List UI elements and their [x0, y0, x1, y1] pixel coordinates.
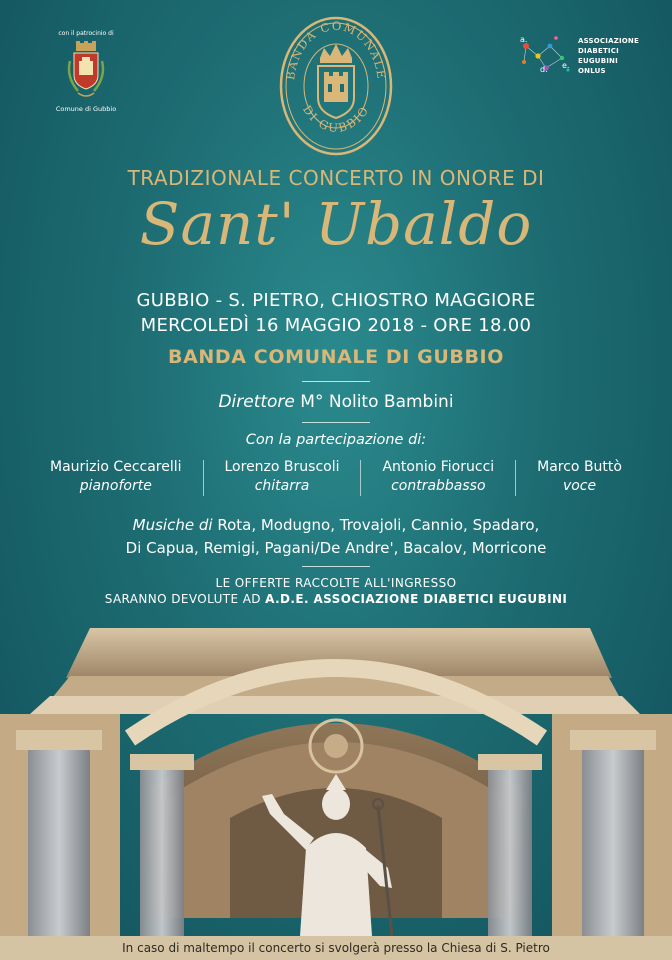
- offer-prefix: SARANNO DEVOLUTE AD: [104, 592, 261, 606]
- band-seal-icon: [276, 14, 396, 158]
- music-composers-1: Rota, Modugno, Trovajoli, Cannio, Spadaro,: [217, 516, 540, 534]
- performer: [531, 458, 628, 496]
- participation-label: Con la partecipazione di:: [245, 432, 427, 448]
- event-datetime: MERCOLEDÌ 16 MAGGIO 2018 - ORE 18.00: [140, 315, 532, 336]
- assoc-letter-d: d.: [540, 65, 548, 74]
- music-line-1: [0, 516, 672, 534]
- assoc-line: ONLUS: [578, 67, 606, 75]
- performer-role: voce: [562, 478, 597, 494]
- music-label: Musiche di: [132, 516, 213, 534]
- director-name: M° Nolito Bambini: [300, 392, 454, 412]
- town-crest-icon: [64, 41, 108, 103]
- offer-beneficiary: A.D.E. ASSOCIAZIONE DIABETICI EUGUBINI: [265, 592, 568, 606]
- assoc-line: DIABETICI: [578, 47, 619, 55]
- divider: [302, 422, 370, 423]
- seal-text-bottom: DI GUBBIO: [299, 102, 373, 136]
- performer: [219, 458, 346, 496]
- patronage-label: con il patrocinio di: [58, 30, 114, 37]
- event-location: GUBBIO - S. PIETRO, CHIOSTRO MAGGIORE: [136, 290, 536, 311]
- weather-notice: In caso di maltempo il concerto si svolgerà presso la Chiesa di S. Pietro: [0, 936, 672, 960]
- divider: [302, 566, 370, 567]
- seal-text-top: BANDA COMUNALE: [283, 18, 389, 81]
- molecule-logo-icon: [516, 32, 576, 78]
- performer: [44, 458, 188, 496]
- performer-role: pianoforte: [79, 478, 152, 494]
- performer: [376, 458, 500, 496]
- offer-line-2: [0, 592, 672, 606]
- cloister-arch-illustration: [0, 618, 672, 936]
- saint-name: Sant' Ubaldo: [139, 190, 533, 258]
- performer-separator: [515, 460, 516, 496]
- association-logo: [516, 32, 656, 78]
- band-name: BANDA COMUNALE DI GUBBIO: [168, 346, 504, 368]
- performers-row: [44, 458, 628, 496]
- performer-name: Marco Buttò: [537, 459, 622, 475]
- concert-title-line: TRADIZIONALE CONCERTO IN ONORE DI: [127, 166, 545, 190]
- performer-name: Lorenzo Bruscoli: [224, 459, 340, 475]
- assoc-letter-e: e.: [562, 61, 570, 70]
- assoc-line: EUGUBINI: [578, 57, 618, 65]
- patronage-block: [44, 30, 128, 113]
- performer-role: chitarra: [254, 478, 310, 494]
- performer-separator: [203, 460, 204, 496]
- patronage-comune: Comune di Gubbio: [55, 105, 117, 113]
- performer-name: Antonio Fiorucci: [382, 459, 495, 475]
- performer-separator: [360, 460, 361, 496]
- music-composers-2: Di Capua, Remigi, Pagani/De Andre', Bacalov, Morricone: [125, 539, 547, 557]
- assoc-letter-a: a.: [520, 35, 528, 44]
- performer-role: contrabbasso: [391, 478, 486, 494]
- assoc-line: ASSOCIAZIONE: [578, 37, 639, 45]
- director-role: Direttore: [218, 392, 295, 412]
- director-line: [0, 392, 672, 412]
- divider: [302, 381, 370, 382]
- assoc-name: [578, 36, 639, 76]
- performer-name: Maurizio Ceccarelli: [50, 459, 182, 475]
- offer-line-1: LE OFFERTE RACCOLTE ALL'INGRESSO: [215, 576, 457, 590]
